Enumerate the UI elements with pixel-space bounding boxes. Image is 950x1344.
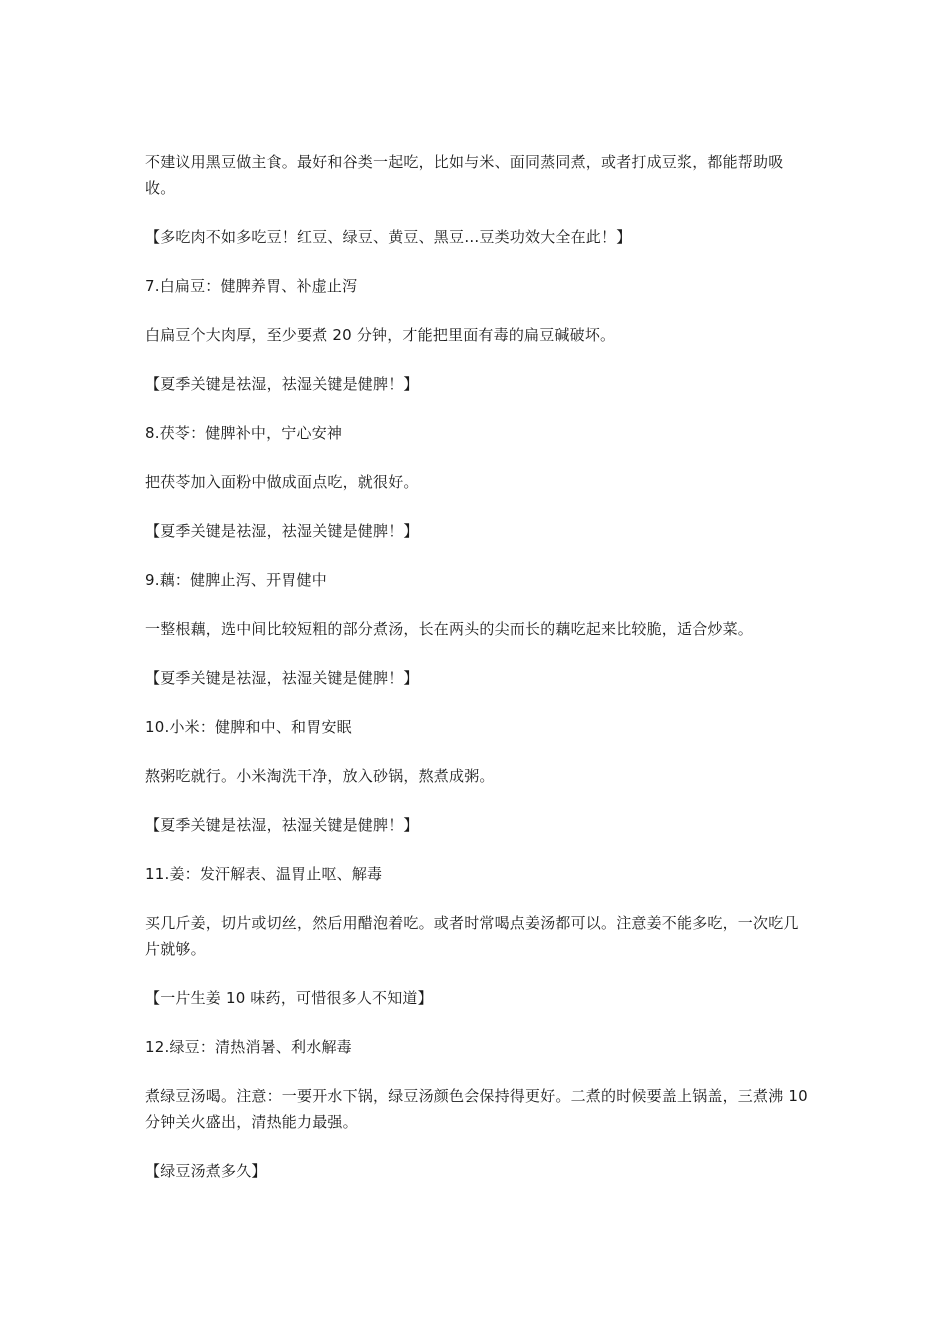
heading-white-lentil: 7.白扁豆：健脾养胃、补虚止泻 [145,277,358,295]
paragraph-black-bean-advice: 不建议用黑豆做主食。最好和谷类一起吃，比如与米、面同蒸同煮，或者打成豆浆，都能帮助吸收。 [145,153,784,197]
heading-poria: 8.茯苓：健脾补中，宁心安神 [145,424,343,442]
link-summer-dampness[interactable]: 【夏季关键是祛湿，祛湿关键是健脾！】 [145,669,419,687]
link-mung-bean-soup[interactable]: 【绿豆汤煮多久】 [145,1162,267,1180]
link-summer-dampness[interactable]: 【夏季关键是祛湿，祛湿关键是健脾！】 [145,522,419,540]
paragraph-lotus-root: 一整根藕，选中间比较短粗的部分煮汤，长在两头的尖而长的藕吃起来比较脆，适合炒菜。 [145,620,754,638]
heading-mung-bean: 12.绿豆：清热消暑、利水解毒 [145,1038,352,1056]
paragraph-white-lentil: 白扁豆个大肉厚，至少要煮 20 分钟，才能把里面有毒的扁豆碱破坏。 [145,326,616,344]
paragraph-millet: 熬粥吃就行。小米淘洗干净，放入砂锅，熬煮成粥。 [145,767,495,785]
paragraph-ginger: 买几斤姜，切片或切丝，然后用醋泡着吃。或者时常喝点姜汤都可以。注意姜不能多吃，一次吃几片就够。 [145,914,799,958]
heading-ginger: 11.姜：发汗解表、温胃止呕、解毒 [145,865,383,883]
link-summer-dampness[interactable]: 【夏季关键是祛湿，祛湿关键是健脾！】 [145,375,419,393]
link-ginger-article[interactable]: 【一片生姜 10 味药，可惜很多人不知道】 [145,989,433,1007]
paragraph-mung-bean: 煮绿豆汤喝。注意：一要开水下锅，绿豆汤颜色会保持得更好。二煮的时候要盖上锅盖，三煮沸 10 分钟关火盛出，清热能力最强。 [145,1087,808,1131]
heading-lotus-root: 9.藕：健脾止泻、开胃健中 [145,571,327,589]
document-body [145,149,810,1207]
link-summer-dampness[interactable]: 【夏季关键是祛湿，祛湿关键是健脾！】 [145,816,419,834]
paragraph-poria: 把茯苓加入面粉中做成面点吃，就很好。 [145,473,419,491]
heading-millet: 10.小米：健脾和中、和胃安眠 [145,718,352,736]
link-beans-benefits[interactable]: 【多吃肉不如多吃豆！红豆、绿豆、黄豆、黑豆…豆类功效大全在此！】 [145,228,632,246]
